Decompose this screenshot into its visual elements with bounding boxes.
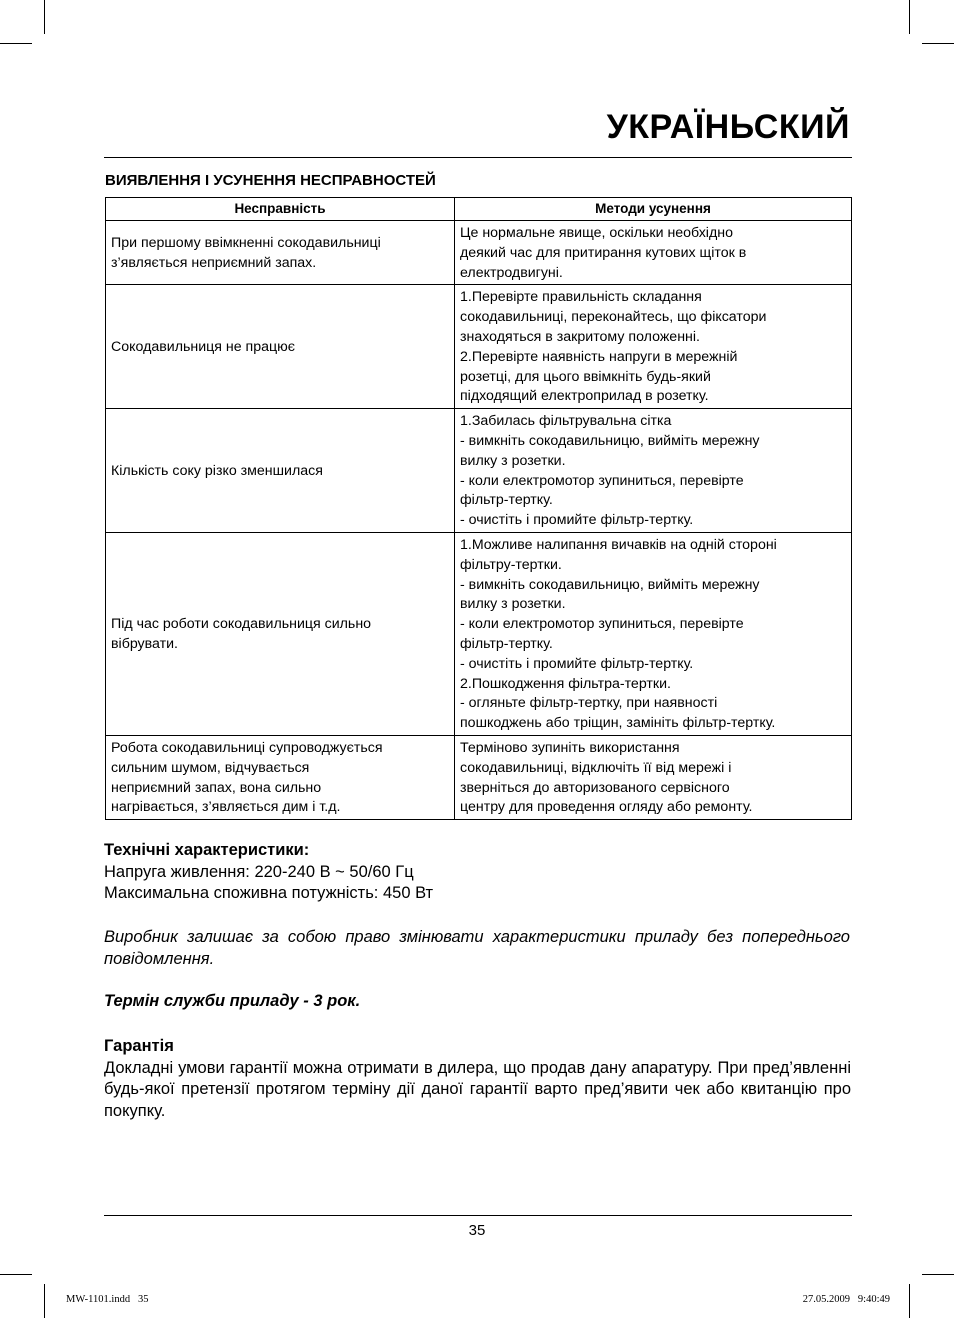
remedy-cell (455, 285, 852, 409)
remedy-cell-line: - огляньте фільтр-тертку, при наявності (460, 695, 718, 712)
column-header-fault: Несправність (106, 198, 455, 221)
table-row (106, 221, 852, 285)
fault-cell (106, 221, 455, 285)
remedy-cell-line: - очистіть і промийте фільтр-тертку. (460, 655, 694, 672)
fault-cell-line: Під час роботи сокодавильниця сильно (111, 616, 372, 633)
file-slug: MW-1101.indd 35 (66, 1294, 149, 1305)
page-number: 35 (468, 1222, 486, 1239)
remedy-cell-line: фільтр-тертку. (460, 492, 553, 509)
fault-cell-line: з’являється неприємний запах. (111, 254, 317, 271)
specs-voltage: Напруга живлення: 220-240 В ~ 50/60 Гц (104, 862, 414, 881)
remedy-cell-line: пошкоджень або тріщин, замініть фільтр-тертку. (460, 715, 776, 732)
remedy-cell-line: - очистіть і промийте фільтр-тертку. (460, 512, 694, 529)
remedy-cell-line: Терміново зупиніть використання (460, 739, 680, 756)
remedy-cell-line: сокодавильниці, відключіть її від мережі і (460, 759, 732, 776)
remedy-cell-line: підходящий електроприлад в розетку. (460, 388, 709, 405)
page-title: УКРАЇНЬСКИЙ (606, 108, 850, 146)
remedy-cell (455, 409, 852, 533)
remedy-cell-line: - коли електромотор зупиниться, перевірте (460, 472, 744, 489)
table-row (106, 532, 852, 735)
section-title: ВИЯВЛЕННЯ І УСУНЕННЯ НЕСПРАВНОСТЕЙ (105, 172, 436, 189)
manufacturer-notice: Виробник залишає за собою право змінювати характеристики приладу без попереднього повідомлення. (104, 928, 850, 968)
remedy-cell-line: сокодавильниці, переконайтесь, що фіксатори (460, 309, 767, 326)
remedy-cell-line: електродвигуні. (460, 264, 563, 281)
crop-mark (922, 43, 954, 44)
remedy-cell (455, 532, 852, 735)
warranty-section (104, 1036, 851, 1122)
crop-mark (44, 0, 45, 34)
specs-power: Максимальна споживна потужність: 450 Вт (104, 884, 434, 902)
specs-title: Технічні характеристики: (104, 841, 310, 859)
crop-mark (44, 1284, 45, 1318)
fault-cell-line: Сокодавильниця не працює (111, 338, 296, 355)
fault-cell (106, 285, 455, 409)
remedy-cell-line: вилку з розетки. (460, 452, 566, 469)
crop-mark (922, 1274, 954, 1275)
date-slug: 27.05.2009 9:40:49 (802, 1294, 890, 1305)
remedy-cell-line: 2.Перевірте наявність напруги в мережній (460, 348, 738, 365)
fault-cell-line: нагрівається, з’являється дим і т.д. (111, 799, 341, 816)
fault-cell-line: Кількість соку різко зменшилася (111, 462, 323, 479)
table-row (106, 285, 852, 409)
warranty-title: Гарантія (104, 1037, 174, 1055)
table-row (106, 409, 852, 533)
remedy-cell-line: 1.Перевірте правильність складання (460, 289, 702, 306)
remedy-cell-line: 1.Можливе налипання вичавків на одній стороні (460, 536, 777, 553)
remedy-cell-line: фільтру-тертки. (460, 556, 562, 573)
crop-mark (909, 0, 910, 34)
fault-cell-line: сильним шумом, відчувається (111, 759, 310, 776)
remedy-cell-line: Це нормальне явище, оскільки необхідно (460, 225, 733, 241)
remedy-cell-line: - коли електромотор зупиниться, перевірте (460, 616, 744, 633)
technical-specs (104, 840, 851, 905)
table-header-row (106, 198, 852, 221)
fault-cell (106, 532, 455, 735)
remedy-cell-line: розетці, для цього ввімкніть будь-який (460, 368, 711, 385)
troubleshooting-table (105, 197, 852, 820)
service-life: Термін служби приладу - 3 рок. (104, 992, 361, 1010)
crop-mark (0, 1274, 32, 1275)
column-header-remedy: Методи усунення (455, 198, 852, 221)
remedy-cell-line: фільтр-тертку. (460, 635, 553, 652)
warranty-text: Докладні умови гарантії можна отримати в дилера, що продав дану апаратуру. При пред’явленні будь-якої претензії протягом терміну дії даної гарантії варто пред’явити чек або квитанцію про покупку. (104, 1058, 851, 1120)
remedy-cell-line: вилку з розетки. (460, 596, 566, 613)
fault-cell-line: Робота сокодавильниці супроводжується (111, 739, 383, 756)
crop-mark (909, 1284, 910, 1318)
remedy-cell (455, 221, 852, 285)
remedy-cell-line: зверніться до авторизованого сервісного (460, 779, 730, 796)
fault-cell (106, 735, 455, 819)
remedy-cell-line: - вимкніть сокодавильницю, вийміть мережну (460, 576, 760, 593)
remedy-cell-line: 2.Пошкодження фільтра-тертки. (460, 675, 671, 692)
remedy-cell-line: деякий час для притирання кутових щіток в (460, 244, 747, 261)
remedy-cell-line: - вимкніть сокодавильницю, вийміть мережну (460, 432, 760, 449)
crop-mark (0, 43, 32, 44)
fault-cell (106, 409, 455, 533)
footer-rule (104, 1215, 852, 1216)
fault-cell-line: неприємний запах, вона сильно (111, 779, 322, 796)
remedy-cell-line: знаходяться в закритому положенні. (460, 328, 700, 345)
fault-cell-line: При першому ввімкненні сокодавильниці (111, 234, 381, 251)
remedy-cell-line: центру для проведення огляду або ремонту. (460, 799, 753, 816)
remedy-cell (455, 735, 852, 819)
table-row (106, 735, 852, 819)
remedy-cell-line: 1.Забилась фільтрувальна сітка (460, 413, 672, 430)
fault-cell-line: вібрувати. (111, 635, 178, 652)
header-rule (104, 157, 852, 158)
